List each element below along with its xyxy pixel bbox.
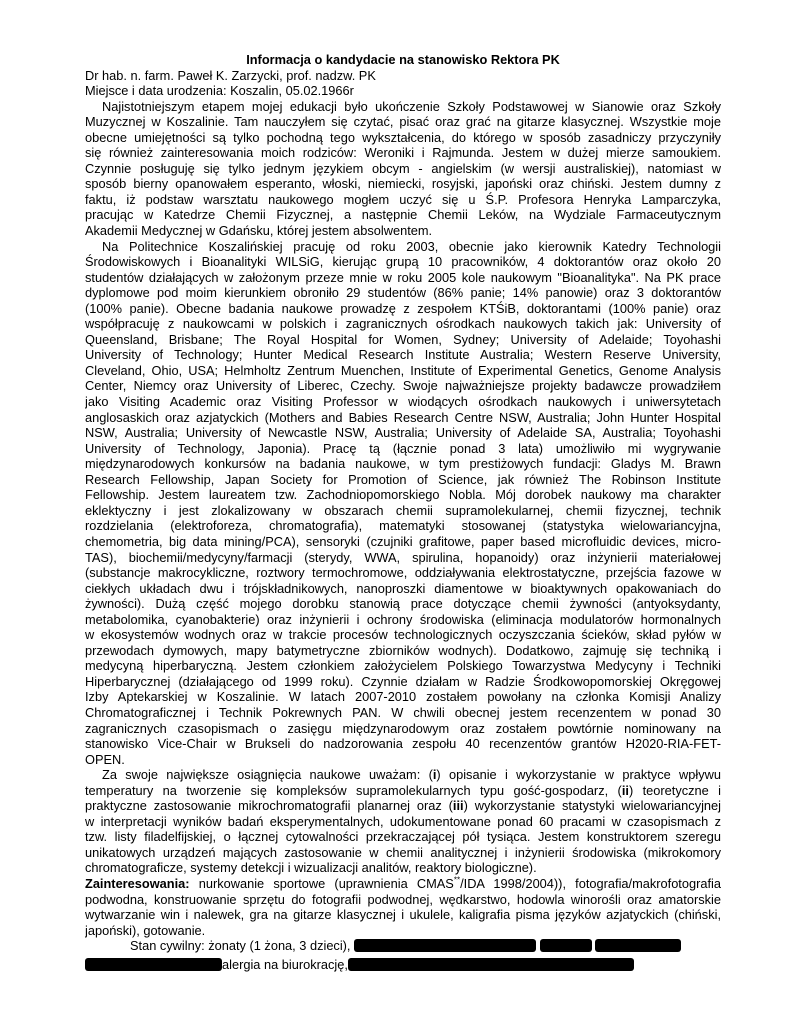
redaction-bar: [540, 939, 592, 952]
text-line: tzw. listy filadelfijskiej, o łącznej cytowalności przekraczającej pół tysiąca. Jestem konstruktorem szeregu: [85, 829, 721, 845]
redaction-bar: [354, 939, 536, 952]
text-line: Hiperbarycznej (działającego od 1999 roku). Czynnie działam w Radzie Środkowopomorskiej Okręgowej: [85, 673, 721, 689]
text-line: metabolomika, cyanobakterie) oraz inżynierii i ochrony środowiska (eliminacja modulatorów hormonalnych: [85, 611, 721, 627]
text-line: eklektyczny i jest zlokalizowany w obszarach chemii supramolekularnej, chemii fizycznej, technik: [85, 502, 721, 518]
text-line: międzynarodowych konkursów na badania naukowe, w tym prestiżowych fundacji: Gladys M. Brawn: [85, 456, 721, 472]
text-line: Na Politechnice Koszalińskiej pracuję od roku 2003, obecnie jako kierownik Katedry Technologii: [102, 238, 721, 254]
text-line: wytwarzanie win i nalewek, gra na gitarze klasycznej i ukulele, kaligrafia pisma języków azjatyckich (chiński,: [85, 907, 721, 923]
text-line: Chromatograficznej i Technik Pokrewnych PAN. W chwili obecnej jestem recenzentem w ponad 30: [85, 704, 721, 720]
text-line: się również zainteresowania moich rodziców: Weroniki i Rajmunda. Jestem w dużej mierze samoukiem.: [85, 145, 721, 161]
text-line: medycyną hiperbaryczną. Jestem członkiem założycielem Polskiego Towarzystwa Medycyny i Techniki: [85, 658, 721, 674]
text-line: przewodach dymowych, mapy batymetryczne zbiorników wodnych). Dodatkowo, zajmuję się techniką i: [85, 642, 721, 658]
text-line: w interpretacji wyników badań eksperymentalnych, udokumentowane ponad 60 pracami w czasopismach z: [85, 813, 721, 829]
document: [85, 52, 721, 972]
text-line: japoński), gotowanie.: [85, 922, 206, 938]
text-line: żywności). Dużą część mojego dorobku stanowią prace dotyczące chemii żywności (antyoksydanty,: [85, 596, 721, 612]
text-line: w ekosystemów wodnych oraz w trakcie procesów technologicznych oczyszczania ścieków, skład pyłów w: [85, 627, 721, 643]
text-line: Queensland, Brisbane; The Royal Hospital for Women, Sydney; University of Adelaide; Toyohashi: [85, 331, 721, 347]
text-line: dyplomowe pod moim kierunkiem obroniło 29 studentów (86% panie; 14% panowie) oraz 3 doktorantów: [85, 285, 721, 301]
text-line: Najistotniejszym etapem mojej edukacji było ukończenie Szkoły Podstawowej w Sianowie oraz Szkoły: [102, 98, 721, 114]
text-line: Czynnie posługuję się tylko jednym językiem obcym - angielskim (w wersji australiskiej), natomiast w: [85, 160, 721, 176]
text-line: (100% panie). Obecne badania naukowe prowadzę z zespołem KTŚiB, doktorantami (100% panie) oraz: [85, 300, 721, 316]
text-line: obecne umiejętności są tylko pochodną tego wykształcenia, do którego w sposób zasadniczy przyczyniły: [85, 129, 721, 145]
text-line: zagranicznych czasopismach o zasięgu międzynarodowym oraz zostałem powtórnie nominowany na: [85, 720, 721, 736]
text-line: anglosaskich oraz azjatyckich (Mothers and Babies Research Centre NSW, Australia; John Hunter Hospital: [85, 409, 721, 425]
text-line: Muzycznej w Koszalinie. Tam nauczyłem się czytać, pisać oraz grać na gitarze klasycznej. Wszystkie moje: [85, 114, 721, 130]
text-line: praktyczne zastosowanie mikrochromatografii planarnej oraz (iii) wykorzystanie statystyki wielowariancyjnej: [85, 798, 721, 814]
text-line: stanowisko Vice-Chair w Brukseli do nadzorowania zespołu 40 recenzentów grantów H2020-RIA-FET-: [85, 736, 721, 752]
text-line: ciekłych układach dwu i trójskładnikowych, nanoproszki diamentowe w bioaktywnych opakowaniach do: [85, 580, 721, 596]
paragraph-interests: [85, 876, 721, 938]
text-line: współpracuję z naukowcami w polskich i zagranicznych ośrodkach naukowych takich jak: University of: [85, 316, 721, 332]
text-line: chemometria, big data mining/PCA), sensoryki (czujniki grafitowe, paper based microfluidic devices, micro-: [85, 533, 721, 549]
text-line: pracując w Katedrze Chemii Fizycznej, a następnie Chemii Leków, na Wydziale Farmaceutycznym: [85, 207, 721, 223]
text-line: Za swoje największe osiągnięcia naukowe uważam: (i) opisanie i wykorzystanie w praktyce wpływu: [102, 767, 721, 783]
redaction-bar: [348, 958, 634, 971]
text-line: temperatury na tworzenie się kompleksów supramolekularnych typu gość-gospodarz, (ii) teoretyczne i: [85, 782, 721, 798]
text-line: OPEN.: [85, 751, 125, 767]
text-line: alergia na biurokrację,: [85, 957, 721, 973]
text-line: Dr hab. n. farm. Paweł K. Zarzycki, prof. nadzw. PK: [85, 67, 376, 83]
text-line: podwodna, konstruowanie sprzętu do fotografii podwodnej, wędkarstwo, hodowla winorośli oraz amatorskie: [85, 891, 721, 907]
text-line: (substancje makrocykliczne, roztwory termochromowe, oddziaływania elektrostatyczne, przejścia fazowe w: [85, 565, 721, 581]
text-line: Izby Aptekarskiej w Koszalinie. W latach 2007-2010 zostałem powołany na członka Komisji Analizy: [85, 689, 721, 705]
text-line: Center, Niemcy oraz University of Liberec, Czechy. Swoje najważniejsze projekty badawcze prowadziłem: [85, 378, 721, 394]
text-line: TAS), biochemii/medycyny/farmacji (sterydy, WWA, spirulina, hopanoidy) oraz inżynierii materiałowej: [85, 549, 721, 565]
text-line: Akademii Medycznej w Gdańsku, której jestem absolwentem.: [85, 223, 433, 239]
text-line: Środowiskowych i Bioanalityki WILSiG, kierując grupą 10 pracowników, 4 doktorantów oraz około 20: [85, 254, 721, 270]
redaction-bar: [595, 939, 681, 952]
text-line: Zainteresowania: nurkowanie sportowe (uprawnienia CMAS**/IDA 1998/2004)), fotografia/makrofotografia: [85, 875, 721, 891]
text-line: faktu, iż podstaw warsztatu naukowego mogłem uczyć się u Ś.P. Profesora Henryka Lamparczyka,: [85, 191, 721, 207]
text-line: studentów działających w założonym przeze mnie w roku 2005 kole naukowym "Bioanalityka". Na PK prace: [85, 269, 721, 285]
text-line: Fellowship. Jestem laureatem tzw. Zachodniopomorskiego Nobla. Mój dorobek naukowy ma charakter: [85, 487, 721, 503]
text-line: Cleveland, Ohio, USA; Helmholtz Zentrum Muenchen, Institute of Experimental Genetics, Genome Analysis: [85, 362, 721, 378]
text-line: University of Technology; Hunter Medical Research Institute Australia; Western Reserve University,: [85, 347, 721, 363]
interests-label: Zainteresowania:: [85, 875, 190, 891]
text-line: NSW, Australia; University of Newcastle NSW, Australia; University of Adelaide SA, Australia; Toyohashi: [85, 425, 721, 441]
text-line: Miejsce i data urodzenia: Koszalin, 05.02.1966r: [85, 83, 354, 99]
text-line: sposób bierny opanowałem esperanto, włoski, niemiecki, rosyjski, japoński oraz chiński. Jestem dumny z: [85, 176, 721, 192]
text-line: unikatowych urządzeń mających zastosowanie w chemii analitycznej i inżynierii środowiska (mikrokomory: [85, 844, 721, 860]
author-header: [85, 68, 721, 99]
text-line: rozdzielania (elektroforeza, chromatografia), matematyki stosowanej (statystyka wielowariancyjna,: [85, 518, 721, 534]
paragraph-achievements: [85, 767, 721, 876]
text-line: jako Visiting Academic oraz Visiting Professor w wiodących ośrodkach naukowych i uniwersytetach: [85, 394, 721, 410]
paragraph-education: [85, 99, 721, 239]
paragraph-career: [85, 239, 721, 768]
document-title: Informacja o kandydacie na stanowisko Rektora PK: [246, 52, 560, 67]
redaction-bar: [85, 958, 222, 971]
paragraph-status: [85, 938, 721, 972]
text-line: Research Fellowship, Japan Society for Promotion of Science, jak również The Robinson Institute: [85, 471, 721, 487]
text-line: chromatograficze, systemy detekcji i wizualizacji analitów, reaktory biologiczne).: [85, 860, 537, 876]
text-line: University of Technology, Japonia). Pracę tą (łącznie ponad 3 lata) umożliwiło mi wygrywanie: [85, 440, 721, 456]
text-line: Stan cywilny: żonaty (1 żona, 3 dzieci),: [85, 938, 721, 954]
